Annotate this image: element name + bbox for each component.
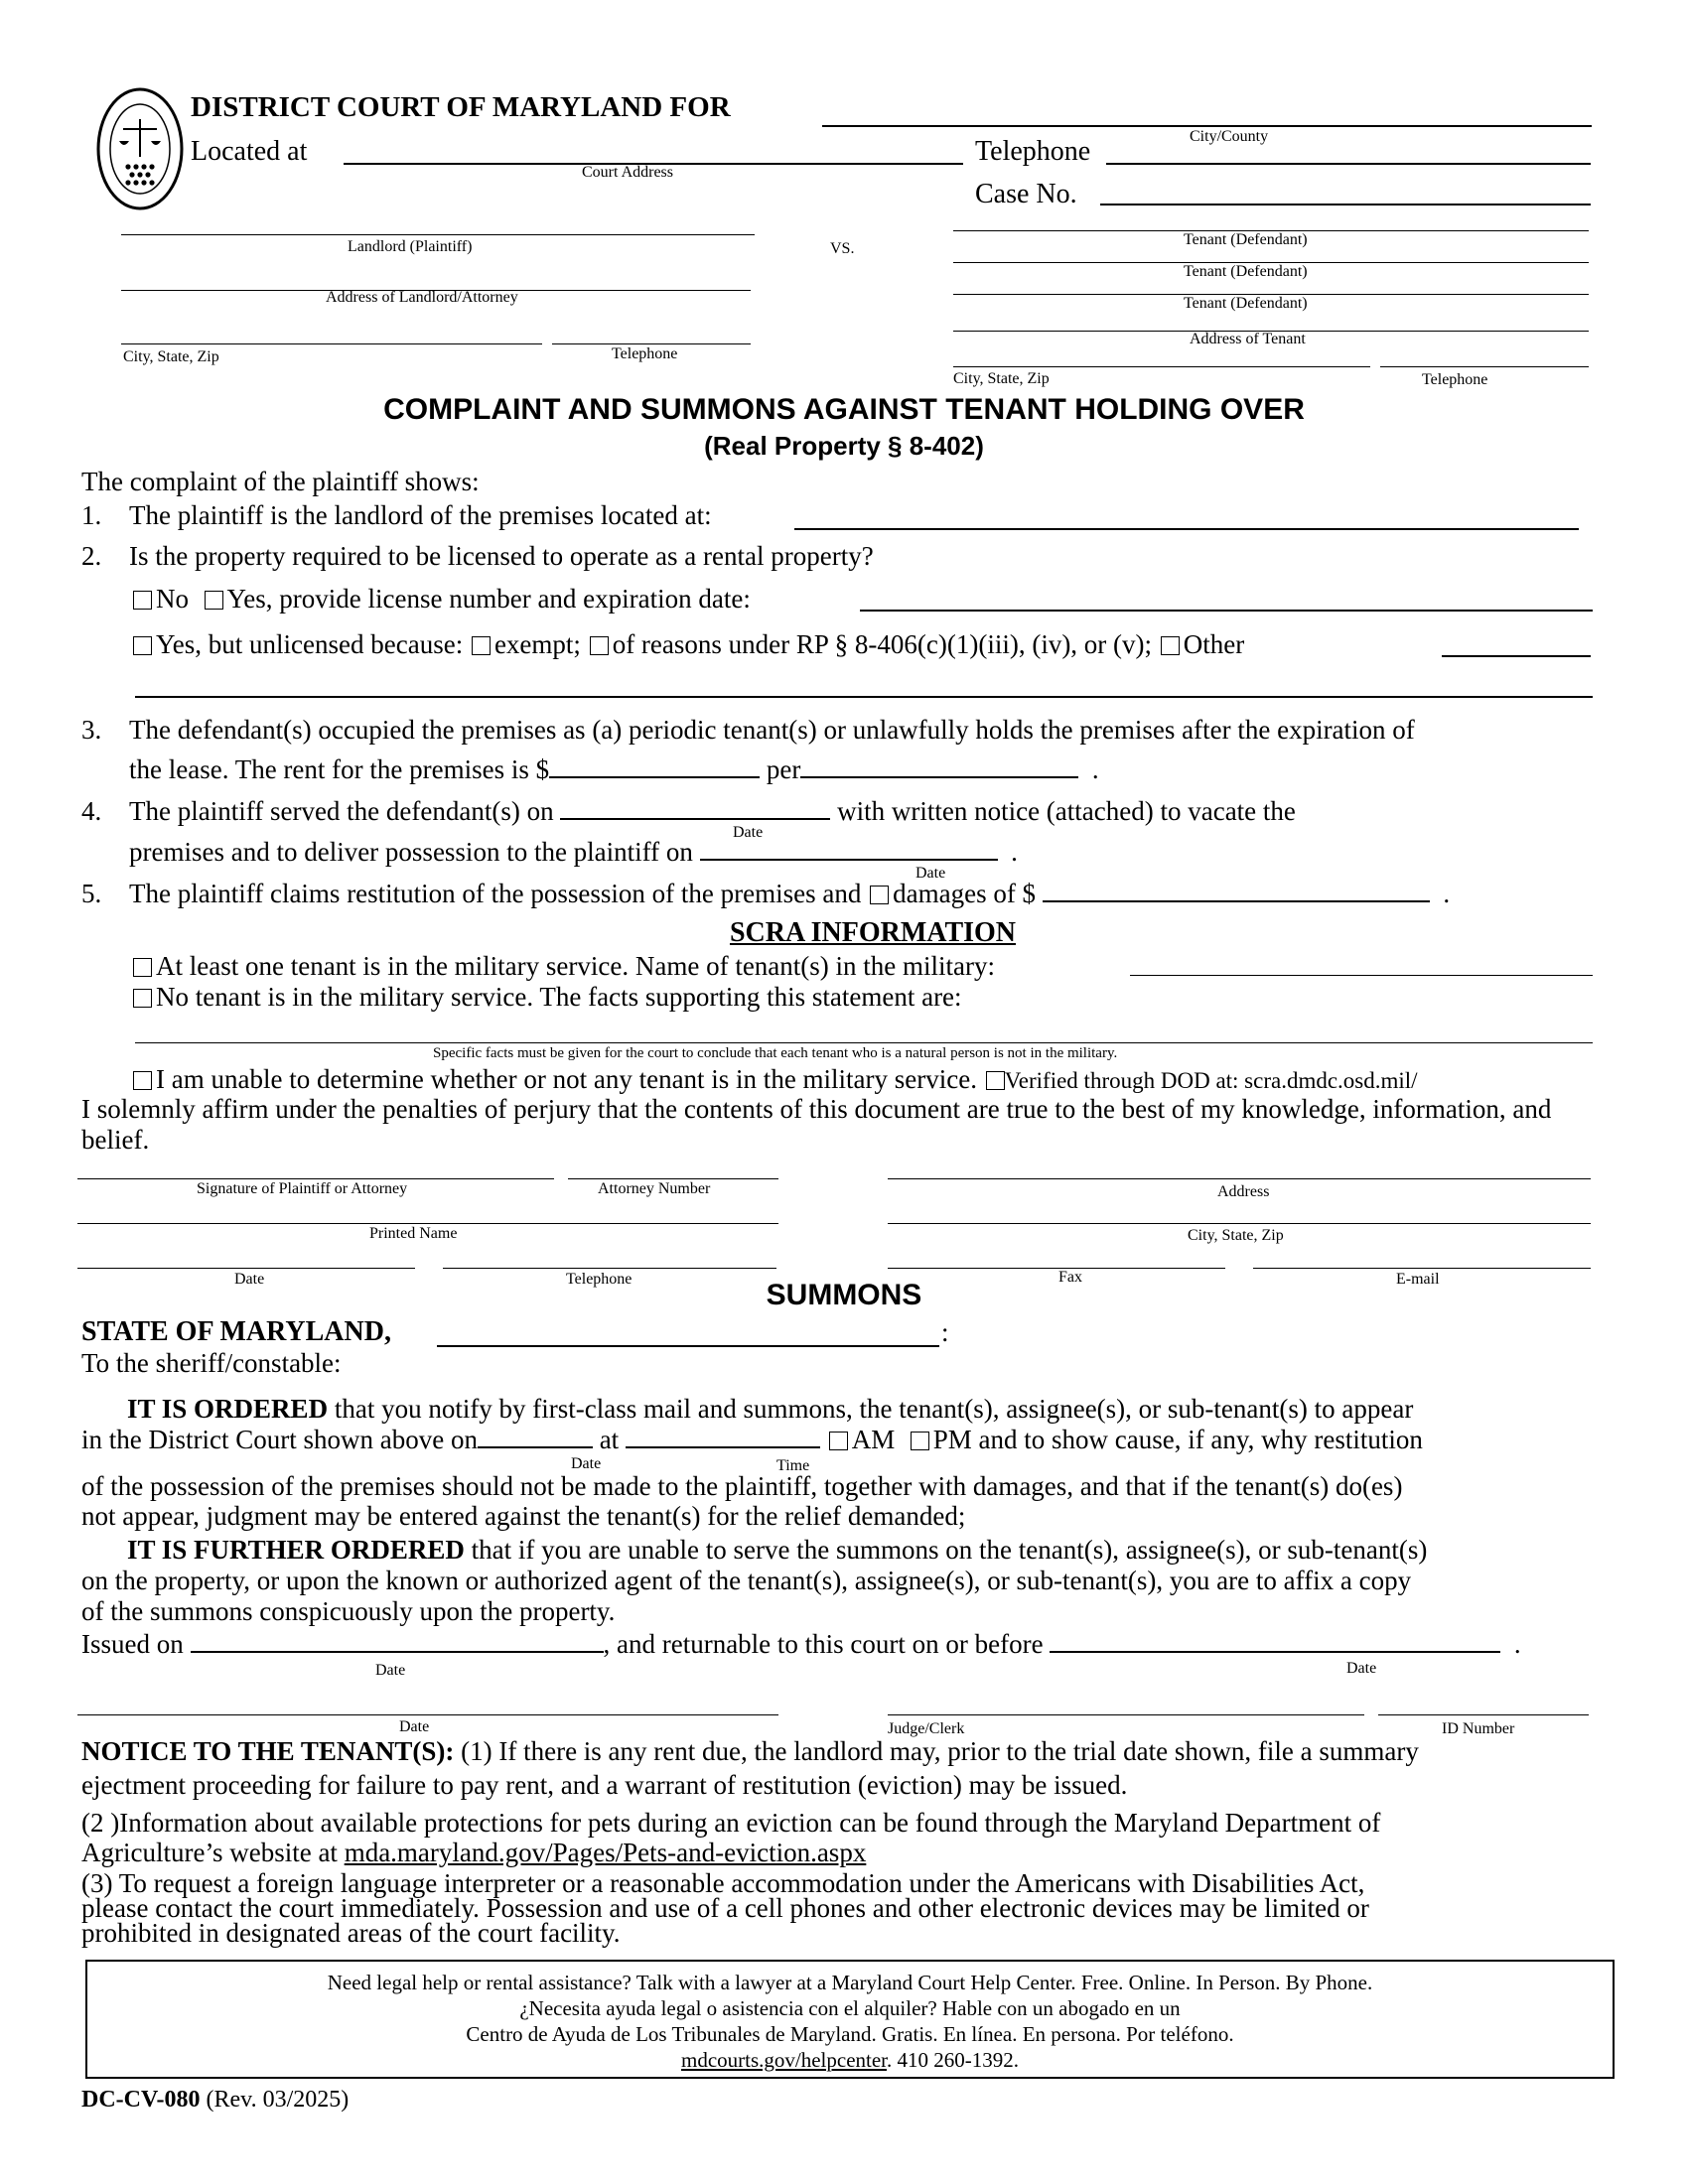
- ordered-line-4: not appear, judgment may be entered against the tenant(s) for the relief demanded;: [81, 1501, 966, 1531]
- help-line-1: Need legal help or rental assistance? Talk with a lawyer at a Maryland Court Help Center. Free. Online. In Person. By Phone.: [327, 1971, 1373, 1994]
- id-number-caption: ID Number: [1442, 1720, 1515, 1737]
- landlord-city-caption: City, State, Zip: [123, 348, 219, 365]
- per-label: per: [766, 754, 801, 784]
- scra-heading: SCRA INFORMATION: [729, 917, 1017, 948]
- tenant-city-field[interactable]: [953, 366, 1370, 367]
- pets-eviction-link[interactable]: mda.maryland.gov/Pages/Pets-and-eviction.aspx: [344, 1838, 867, 1867]
- court-address-caption: Court Address: [582, 164, 673, 181]
- dod-verified-checkbox[interactable]: [986, 1071, 1005, 1090]
- notice-line-4: [81, 1838, 866, 1868]
- item-5-text: [129, 879, 1450, 909]
- notice-line-3: (2 )Information about available protections for pets during an eviction can be found through the Maryland Department of: [81, 1808, 1381, 1838]
- no-label: No: [156, 584, 189, 614]
- fax-field[interactable]: [888, 1268, 1225, 1269]
- item-4-number: 4.: [81, 796, 102, 826]
- judge-date-field[interactable]: [77, 1714, 778, 1715]
- vs-label: VS.: [830, 240, 855, 257]
- yes-license-checkbox[interactable]: [205, 591, 223, 610]
- help-center-box: [85, 1960, 1615, 2079]
- court-telephone-field[interactable]: [1106, 163, 1591, 165]
- damages-label: damages of $: [893, 879, 1037, 908]
- served-date-field[interactable]: [560, 798, 830, 820]
- scra-option-2: [131, 982, 962, 1013]
- to-sheriff-label: To the sheriff/constable:: [81, 1348, 342, 1378]
- am-label: AM: [851, 1425, 896, 1454]
- help-line-2: ¿Necesita ayuda legal o asistencia con el alquiler? Hable con un abogado en un: [519, 1996, 1181, 2020]
- item-4-period: .: [1011, 837, 1018, 867]
- further-line-1: [127, 1535, 1427, 1566]
- court-seal: [95, 85, 185, 212]
- served-date-caption: Date: [733, 824, 764, 841]
- item-3-text-2: [129, 754, 1099, 785]
- signature-caption: Signature of Plaintiff or Attorney: [197, 1180, 408, 1197]
- signature-date-field[interactable]: [77, 1268, 415, 1269]
- signer-telephone-caption: Telephone: [566, 1271, 633, 1288]
- no-military-label: No tenant is in the military service. The facts supporting this statement are:: [156, 982, 962, 1012]
- restitution-label: The plaintiff claims restitution of the possession of the premises and: [129, 879, 862, 908]
- printed-name-field[interactable]: [77, 1223, 778, 1224]
- scra-option-1: [131, 951, 995, 982]
- damages-amount-field[interactable]: [1043, 881, 1430, 902]
- state-county-field[interactable]: [437, 1345, 939, 1347]
- tenant-address-caption: Address of Tenant: [1190, 331, 1306, 347]
- appearance-time-field[interactable]: [626, 1427, 820, 1448]
- other-reason-field[interactable]: [1442, 655, 1591, 657]
- help-center-link[interactable]: mdcourts.gov/helpcenter: [680, 2048, 888, 2072]
- further-line-2: on the property, or upon the known or authorized agent of the tenant(s), assignee(s), or sub-tenant(s), you are to affix a copy: [81, 1566, 1412, 1595]
- notice-line-7: prohibited in designated areas of the court facility.: [81, 1918, 621, 1948]
- case-number-field[interactable]: [1100, 204, 1591, 205]
- pm-checkbox[interactable]: [911, 1432, 929, 1450]
- court-seal-icon: [95, 85, 185, 212]
- address-caption: Address: [1217, 1183, 1270, 1200]
- landlord-telephone-caption: Telephone: [612, 345, 678, 362]
- yes-license-label: Yes, provide license number and expiration date:: [226, 584, 751, 614]
- military-tenant-label: At least one tenant is in the military service. Name of tenant(s) in the military:: [156, 951, 996, 981]
- appearance-time-caption: Time: [776, 1457, 810, 1474]
- landlord-caption: Landlord (Plaintiff): [348, 238, 473, 255]
- form-footer: [81, 2087, 349, 2114]
- signer-telephone-field[interactable]: [443, 1268, 776, 1269]
- fax-caption: Fax: [1058, 1269, 1082, 1286]
- further-line-3: of the summons conspicuously upon the property.: [81, 1596, 616, 1626]
- form-title: COMPLAINT AND SUMMONS AGAINST TENANT HOLDING OVER: [383, 393, 1305, 426]
- possession-date-field[interactable]: [700, 839, 998, 861]
- damages-checkbox[interactable]: [870, 886, 889, 904]
- city-county-field[interactable]: [822, 125, 1592, 127]
- notice-line-1: [81, 1736, 1419, 1767]
- further-text-1: that if you are unable to serve the summons on the tenant(s), assignee(s), or sub-tenant(s): [471, 1535, 1428, 1565]
- form-subtitle: (Real Property § 8-402): [704, 431, 984, 461]
- item-5-period: .: [1443, 879, 1451, 908]
- reasons-label: of reasons under RP § 8-406(c)(1)(iii), (iv), or (v);: [612, 629, 1153, 659]
- ordered-line-1: [127, 1394, 1413, 1425]
- ordered-line-3: of the possession of the premises should not be made to the plaintiff, together with damages, and that if the tenant(s) do(es): [81, 1471, 1403, 1501]
- served-label: The plaintiff served the defendant(s) on: [129, 796, 554, 826]
- ordered-line-2: [81, 1425, 1423, 1455]
- premises-address-field[interactable]: [794, 528, 1579, 530]
- form-revision: (Rev. 03/2025): [206, 2087, 350, 2113]
- no-military-checkbox[interactable]: [133, 989, 152, 1008]
- ordered-bold: IT IS ORDERED: [127, 1394, 329, 1424]
- landlord-address-caption: Address of Landlord/Attorney: [326, 289, 518, 306]
- notice-line-2: ejectment proceeding for failure to pay rent, and a warrant of restitution (eviction) may be issued.: [81, 1770, 1128, 1800]
- printed-name-caption: Printed Name: [369, 1225, 458, 1242]
- issued-date-field[interactable]: [191, 1631, 604, 1653]
- yes-unlicensed-label: Yes, but unlicensed because:: [156, 629, 464, 659]
- tenant-telephone-field[interactable]: [1380, 366, 1589, 367]
- landlord-field[interactable]: [121, 234, 755, 235]
- form-id: DC-CV-080: [81, 2087, 201, 2113]
- appearance-date-field[interactable]: [478, 1427, 593, 1448]
- signature-field[interactable]: [77, 1178, 554, 1179]
- tenant-caption-2: Tenant (Defendant): [1184, 263, 1308, 280]
- email-field[interactable]: [1253, 1268, 1591, 1269]
- dod-verified-label: Verified through DOD at: scra.dmdc.osd.mil/: [1004, 1068, 1418, 1093]
- deliver-label: premises and to deliver possession to the plaintiff on: [129, 837, 693, 867]
- item-4-text-1: [129, 796, 1296, 827]
- address-field[interactable]: [888, 1178, 1591, 1179]
- issued-line: [81, 1629, 1521, 1660]
- tenant-caption-1: Tenant (Defendant): [1184, 231, 1308, 248]
- affirmation-text: I solemnly affirm under the penalties of perjury that the contents of this document are true to the best of my knowledge, information, and belief.: [81, 1094, 1552, 1155]
- state-label: STATE OF MARYLAND,: [81, 1316, 391, 1347]
- rent-period-field[interactable]: [800, 756, 1078, 778]
- signer-city-caption: City, State, Zip: [1188, 1227, 1284, 1244]
- help-line-4: [87, 2047, 1613, 2073]
- notice-line-5: (3) To request a foreign language interpreter or a reasonable accommodation under the Americans with Disabilities Act,: [81, 1868, 1365, 1898]
- am-checkbox[interactable]: [829, 1432, 848, 1450]
- ordered-text-2: in the District Court shown above on: [81, 1425, 478, 1454]
- military-tenant-checkbox[interactable]: [133, 958, 152, 977]
- issued-period: .: [1513, 1629, 1521, 1659]
- state-colon: :: [941, 1317, 949, 1347]
- email-caption: E-mail: [1396, 1271, 1440, 1288]
- notice-label: with written notice (attached) to vacate the: [837, 796, 1296, 826]
- signer-city-field[interactable]: [888, 1223, 1591, 1224]
- returnable-date-field[interactable]: [1050, 1631, 1500, 1653]
- ordered-text-1: that you notify by first-class mail and summons, the tenant(s), assignee(s), or sub-tenant(s) to appear: [334, 1394, 1414, 1424]
- appearance-date-caption: Date: [571, 1455, 602, 1472]
- exempt-label: exempt;: [493, 629, 581, 659]
- rent-amount-field[interactable]: [549, 756, 760, 778]
- summons-heading: SUMMONS: [766, 1279, 922, 1311]
- landlord-telephone-field[interactable]: [552, 343, 751, 344]
- id-number-field[interactable]: [1378, 1714, 1589, 1715]
- notice-line-6: please contact the court immediately. Possession and use of a cell phones and other electronic devices may be limited or: [81, 1893, 1369, 1923]
- attorney-number-caption: Attorney Number: [598, 1180, 711, 1197]
- license-row-1: [131, 584, 751, 614]
- notice-text-1a: (1) If there is any rent due, the landlord may, prior to the trial date shown, file a summary: [461, 1736, 1419, 1766]
- license-number-field[interactable]: [860, 610, 1593, 612]
- item-1-text: The plaintiff is the landlord of the premises located at:: [129, 500, 712, 530]
- help-line-3: Centro de Ayuda de Los Tribunales de Maryland. Gratis. En línea. En persona. Por teléfono.: [466, 2022, 1234, 2046]
- pm-label: PM and to show cause, if any, why restitution: [932, 1425, 1423, 1454]
- other-reason-continuation-field[interactable]: [135, 696, 1593, 698]
- help-phone: . 410 260-1392.: [887, 2048, 1020, 2072]
- item-3-text-1: The defendant(s) occupied the premises as (a) periodic tenant(s) or unlawfully holds the premises after the expiration of: [129, 715, 1415, 745]
- notice-heading: NOTICE TO THE TENANT(S):: [81, 1736, 455, 1766]
- landlord-city-field[interactable]: [121, 343, 542, 344]
- tenant-caption-3: Tenant (Defendant): [1184, 295, 1308, 312]
- court-title: DISTRICT COURT OF MARYLAND FOR: [191, 91, 731, 123]
- scra-option-3: [131, 1064, 1418, 1095]
- at-label: at: [599, 1425, 620, 1454]
- item-2-text: Is the property required to be licensed to operate as a rental property?: [129, 541, 874, 571]
- possession-date-caption: Date: [915, 865, 946, 882]
- rent-label: the lease. The rent for the premises is $: [129, 754, 550, 784]
- complaint-intro: The complaint of the plaintiff shows:: [81, 467, 480, 496]
- city-county-caption: City/County: [1190, 128, 1269, 145]
- issued-on-label: Issued on: [81, 1629, 184, 1659]
- license-row-2: [131, 629, 1244, 660]
- returnable-label: , and returnable to this court on or before: [603, 1629, 1044, 1659]
- reasons-checkbox[interactable]: [590, 636, 609, 655]
- unable-determine-label: I am unable to determine whether or not any tenant is in the military service.: [156, 1064, 977, 1094]
- military-tenant-name-field[interactable]: [1130, 975, 1593, 976]
- notice-text-2b: Agriculture’s website at: [81, 1838, 338, 1867]
- item-3-number: 3.: [81, 715, 102, 745]
- other-label: Other: [1183, 629, 1245, 659]
- no-license-checkbox[interactable]: [133, 591, 152, 610]
- further-bold: IT IS FURTHER ORDERED: [127, 1535, 465, 1565]
- item-4-text-2: [129, 837, 1018, 868]
- exempt-checkbox[interactable]: [472, 636, 491, 655]
- judge-date-caption: Date: [399, 1718, 430, 1735]
- issued-date-caption: Date: [375, 1662, 406, 1679]
- facts-field[interactable]: [135, 1042, 1593, 1043]
- returnable-date-caption: Date: [1346, 1660, 1377, 1677]
- signature-date-caption: Date: [234, 1271, 265, 1288]
- item-2-number: 2.: [81, 541, 102, 571]
- item-5-number: 5.: [81, 879, 102, 908]
- unable-determine-checkbox[interactable]: [133, 1071, 152, 1090]
- located-at-label: Located at: [191, 136, 308, 167]
- yes-unlicensed-checkbox[interactable]: [133, 636, 152, 655]
- other-checkbox[interactable]: [1161, 636, 1180, 655]
- facts-caption: Specific facts must be given for the court to conclude that each tenant who is a natural person is not in the military.: [433, 1045, 1118, 1061]
- judge-clerk-caption: Judge/Clerk: [888, 1720, 965, 1737]
- tenant-telephone-caption: Telephone: [1422, 371, 1488, 388]
- tenant-city-caption: City, State, Zip: [953, 370, 1050, 387]
- judge-clerk-field[interactable]: [888, 1714, 1364, 1715]
- case-number-label: Case No.: [975, 179, 1077, 209]
- item-1-number: 1.: [81, 500, 102, 530]
- telephone-label: Telephone: [975, 136, 1091, 167]
- attorney-number-field[interactable]: [568, 1178, 778, 1179]
- item-3-period: .: [1091, 754, 1099, 784]
